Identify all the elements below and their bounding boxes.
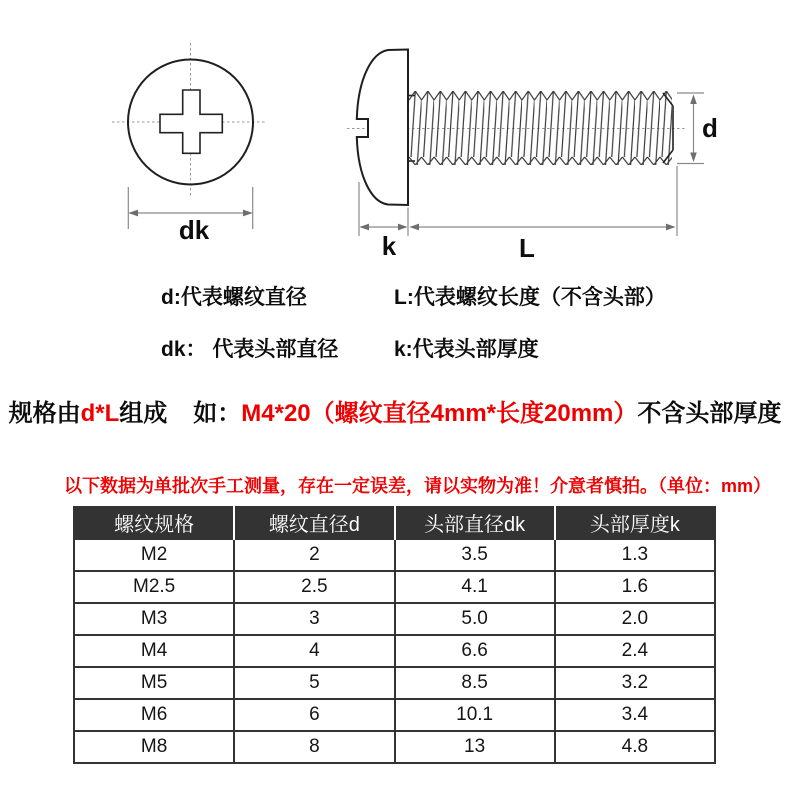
value-cell: 1.3 <box>555 539 715 571</box>
legend-d-definition: d:代表螺纹直径 <box>161 286 307 309</box>
value-cell: 6.6 <box>395 635 555 667</box>
spec-cell: M5 <box>74 667 234 699</box>
d-dimension <box>677 93 704 164</box>
formula-part: 规格由 <box>8 400 81 427</box>
table-row <box>74 539 715 571</box>
value-cell: 4.8 <box>555 731 715 763</box>
table-row <box>74 731 715 763</box>
header-head-diameter: 头部直径dk <box>395 506 555 539</box>
screw-spec-table <box>73 506 716 764</box>
formula-example-red: M4*20（螺纹直径4mm*长度20mm） <box>241 400 638 427</box>
value-cell: 8.5 <box>395 667 555 699</box>
header-thread-diameter: 螺纹直径d <box>234 506 394 539</box>
screw-side-view <box>347 50 704 237</box>
dim-label-L: L <box>519 233 535 263</box>
phillips-cross-recess <box>160 90 222 153</box>
size-formula-line <box>0 401 790 427</box>
formula-part: 如： <box>193 400 242 427</box>
screw-front-view <box>112 43 267 229</box>
legend-dk-definition: dk： 代表头部直径 <box>161 338 339 361</box>
value-cell: 3.4 <box>555 699 715 731</box>
value-cell: 13 <box>395 731 555 763</box>
spec-cell: M2 <box>74 539 234 571</box>
value-cell: 3.5 <box>395 539 555 571</box>
legend-k-definition: k:代表头部厚度 <box>394 338 539 361</box>
header-head-thickness: 头部厚度k <box>555 506 715 539</box>
value-cell: 2.5 <box>234 571 394 603</box>
measurement-warning-text: 以下数据为单批次手工测量，存在一定误差，请以实物为准！介意者慎拍。（单位：mm） <box>64 476 772 496</box>
table-row <box>74 667 715 699</box>
header-thread-spec: 螺纹规格 <box>74 506 234 539</box>
value-cell: 4.1 <box>395 571 555 603</box>
formula-part: 不含头部厚度 <box>637 400 782 427</box>
spec-cell: M4 <box>74 635 234 667</box>
value-cell: 10.1 <box>395 699 555 731</box>
formula-part-red: d*L <box>80 400 120 427</box>
table-row <box>74 699 715 731</box>
dim-label-dk: dk <box>178 215 210 245</box>
table-row <box>74 571 715 603</box>
value-cell: 2.0 <box>555 603 715 635</box>
value-cell: 8 <box>234 731 394 763</box>
table-row <box>74 635 715 667</box>
formula-part: 组成 <box>119 400 168 427</box>
value-cell: 4 <box>234 635 394 667</box>
value-cell: 3 <box>234 603 394 635</box>
value-cell: 1.6 <box>555 571 715 603</box>
table-row <box>74 603 715 635</box>
spec-cell: M3 <box>74 603 234 635</box>
spec-cell: M6 <box>74 699 234 731</box>
value-cell: 6 <box>234 699 394 731</box>
value-cell: 5 <box>234 667 394 699</box>
dim-label-d: d <box>702 113 718 143</box>
screw-head-side <box>357 50 408 206</box>
value-cell: 5.0 <box>395 603 555 635</box>
threaded-shaft <box>409 91 672 165</box>
value-cell: 2.4 <box>555 635 715 667</box>
table-header-row <box>74 506 715 539</box>
spec-cell: M8 <box>74 731 234 763</box>
L-dimension <box>410 166 678 236</box>
dim-label-k: k <box>381 231 397 261</box>
legend-L-definition: L:代表螺纹长度（不含头部） <box>394 286 666 309</box>
value-cell: 2 <box>234 539 394 571</box>
spec-cell: M2.5 <box>74 571 234 603</box>
value-cell: 3.2 <box>555 667 715 699</box>
